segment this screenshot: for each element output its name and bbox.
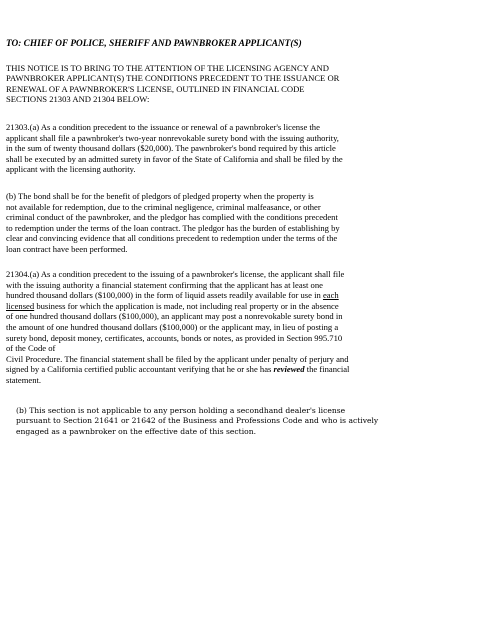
section-21303b-paragraph: (b) The bond shall be for the benefit of pledgors of pledged property when the property is not available for redemption, due to the criminal negligence, criminal malfeasance, or other criminal conduct of the pawnbroker, and the pledgor has complied with the conditions precedent to redemption under the terms of the loan contract. The pledgor has the burden of establishing by clear and convincing evidence that all conditions precedent to redemption under the terms of the loan contract have been performed. bbox=[6, 191, 340, 254]
document-heading: TO: CHIEF OF POLICE, SHERIFF AND PAWNBROKER APPLICANT(S) bbox=[6, 39, 302, 49]
section-21304a-text-3: the financial statement. bbox=[6, 364, 350, 385]
section-21304a-text-2: business for which the application is made, not including real property or in the absence of one hundred thousand dollars ($100,000), an applicant may post a nonrevokable surety bond in the amount of one hundred thousand dollars ($100,000) or the applicant may, in lieu of posting a surety bond, deposit money, certificates, accounts, bonds or notes, as provided in Section 995.710 of the Code of Civil Procedure. The financial statement shall be filed by the applicant under penalty of perjury and signed by a California certified public accountant verifying that he or she has bbox=[6, 300, 349, 375]
section-21304a-paragraph bbox=[6, 269, 478, 386]
section-21303a-paragraph: 21303.(a) As a condition precedent to the issuance or renewal of a pawnbroker's license the applicant shall file a pawnbroker's two-year nonrevokable surety bond with the issuing authority, in the sum of twenty thousand dollars ($20,000). The pawnbroker's bond required by this article shall be executed by an admitted surety in favor of the State of California and shall be filed by the applicant with the licensing authority. bbox=[6, 122, 343, 175]
underlined-word-each: each bbox=[322, 290, 339, 301]
emphasized-word-reviewed: reviewed bbox=[273, 364, 305, 375]
notice-paragraph: THIS NOTICE IS TO BRING TO THE ATTENTION OF THE LICENSING AGENCY AND PAWNBROKER APPLICANT(S) THE CONDITIONS PRECEDENT TO THE ISSUANCE OR RENEWAL OF A PAWNBROKER'S LICENSE, OUTLINED IN FINANCIAL CODE SECTIONS 21303 AND 21304 BELOW: bbox=[6, 63, 340, 105]
section-21304b-paragraph: (b) This section is not applicable to any person holding a secondhand dealer's license pursuant to Section 21641 or 21642 of the Business and Professions Code and who is actively engaged as a pawnbroker on the effective date of this section. bbox=[16, 406, 379, 436]
section-21304a-text-1: 21304.(a) As a condition precedent to the issuing of a pawnbroker's license, the applicant shall file with the issuing authority a financial statement confirming that the applicant has at least one hundred thousand dollars ($100,000) in the form of liquid assets readily available for use in bbox=[6, 269, 345, 301]
underlined-word-licensed: licensed bbox=[6, 300, 35, 311]
